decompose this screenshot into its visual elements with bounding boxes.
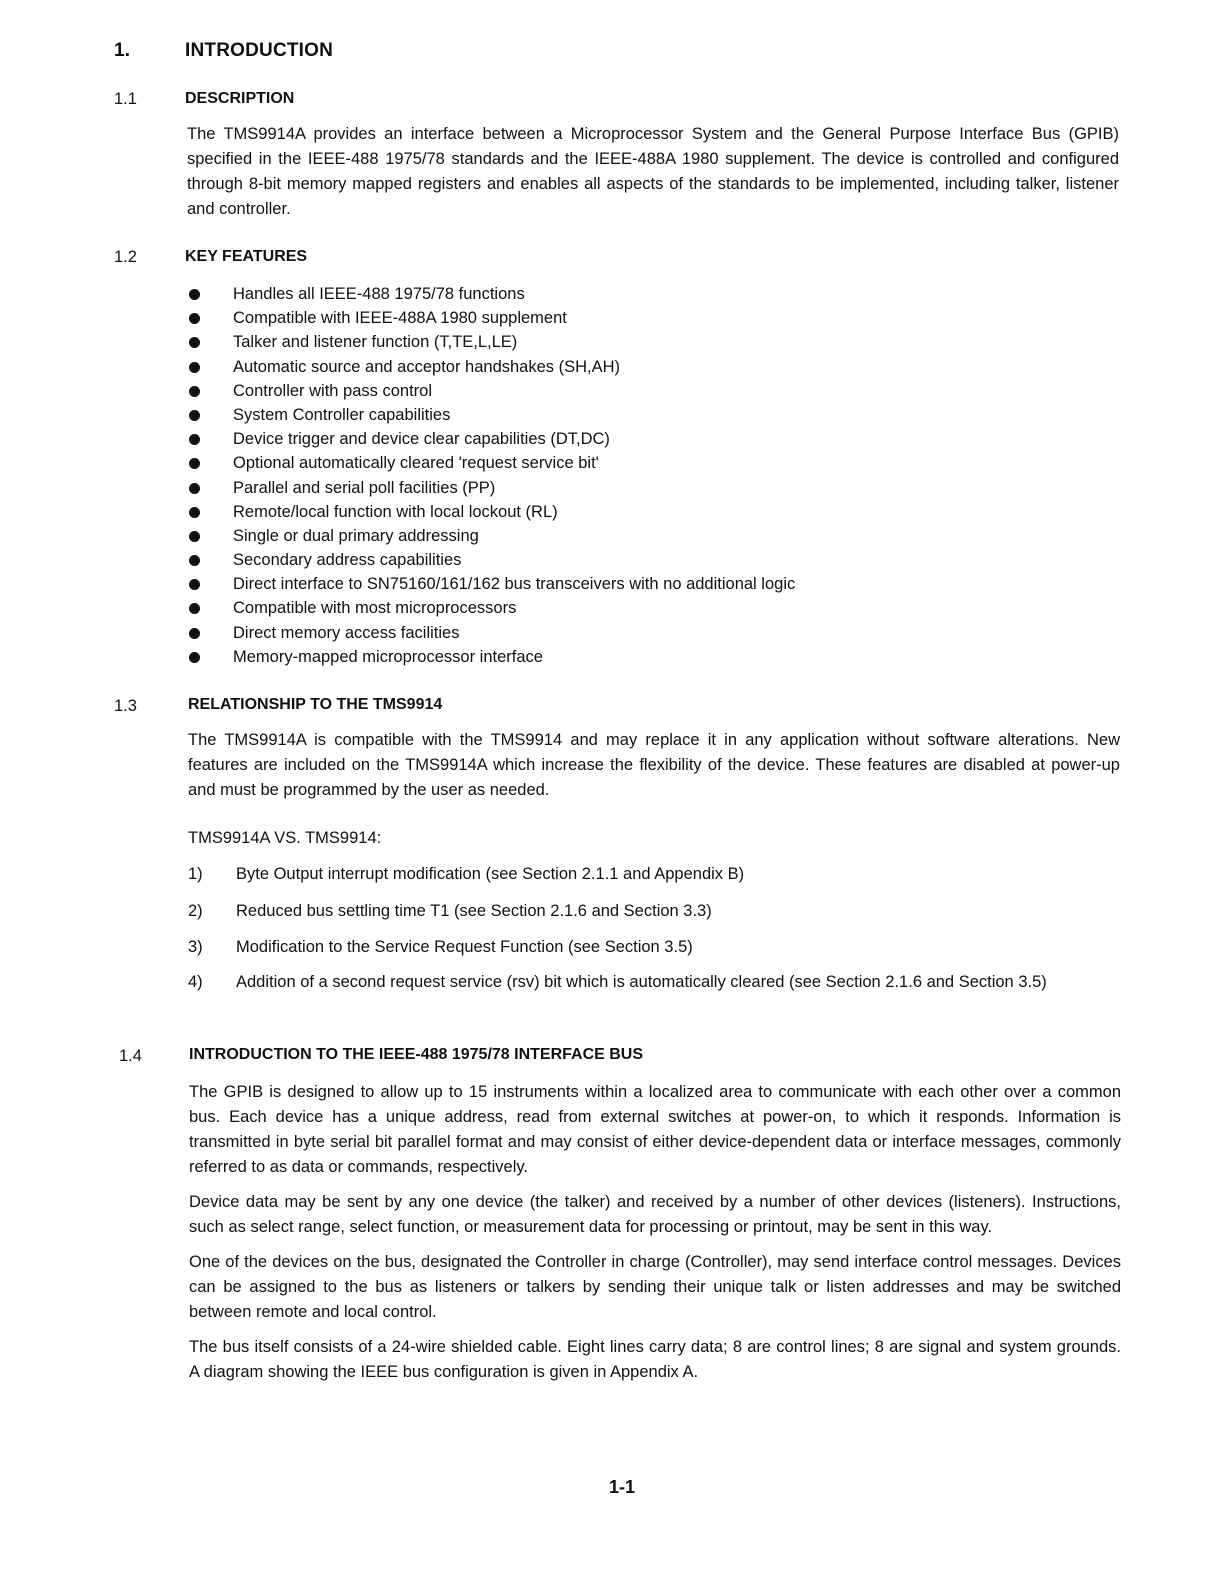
bullet-icon: [189, 483, 200, 494]
bullet-icon: [189, 362, 200, 373]
bullet-icon: [189, 652, 200, 663]
relationship-paragraph: The TMS9914A is compatible with the TMS9914 and may replace it in any application without software alterations. New features are included on the TMS9914A which increase the flexibility of the device. These features are disabled at power-up and must be programmed by the user as needed.: [188, 731, 1120, 799]
list-item: Controller with pass control: [0, 379, 1224, 403]
list-item: Talker and listener function (T,TE,L,LE): [0, 330, 1224, 354]
list-item: Parallel and serial poll facilities (PP): [0, 476, 1224, 500]
bullet-icon: [189, 603, 200, 614]
section-relationship: [0, 696, 1224, 803]
bullet-icon: [189, 289, 200, 300]
bullet-icon: [189, 555, 200, 566]
bullet-icon: [189, 313, 200, 324]
list-item: Compatible with most microprocessors: [0, 596, 1224, 620]
bullet-icon: [189, 507, 200, 518]
bullet-icon: [189, 434, 200, 445]
bullet-icon: [189, 410, 200, 421]
chapter-title: INTRODUCTION: [185, 40, 334, 61]
list-item: Device trigger and device clear capabilities (DT,DC): [0, 427, 1224, 451]
list-item: Automatic source and acceptor handshakes (SH,AH): [0, 355, 1224, 379]
section-number: 1.2: [114, 248, 137, 266]
section-heading: [0, 1046, 1224, 1068]
list-item: Handles all IEEE-488 1975/78 functions: [0, 282, 1224, 306]
bus-paragraph-4: The bus itself consists of a 24-wire shielded cable. Eight lines carry data; 8 are control lines; 8 are signal and system grounds. A diagram showing the IEEE bus configuration is given in Appendix A.: [189, 1338, 1121, 1381]
comparison-heading: TMS9914A VS. TMS9914:: [188, 829, 382, 847]
section-heading: [0, 90, 1224, 112]
chapter-number: 1.: [114, 40, 131, 61]
section-title: INTRODUCTION TO THE IEEE-488 1975/78 INTERFACE BUS: [189, 1046, 644, 1063]
bullet-icon: [189, 337, 200, 348]
section-heading: [0, 696, 1224, 718]
list-item: Secondary address capabilities: [0, 548, 1224, 572]
document-page: 1. INTRODUCTION 1.1 DESCRIPTION The TMS9914A provides an interface between a Microprocessor System and the General Purpose Interface Bus (GPIB) specified in the IEEE-488 1975/78 standards and the IEEE-488A 1980 supplement. The device is controlled and configured through 8-bit memory mapped registers and enables all aspects of the standards to be implemented, including talker, listener and controller. 1.2 KEY FEATURES Handles all IEEE-488 1975/78 functions Compatible with IEEE-488A 1980 supplement Talker and listener function (T,TE,L,LE) Automatic source and acceptor handshakes (SH,AH) Controller with pass control System Controller capabilities Device trigger and device clear capabilities (DT,DC) Optional automatically cleared 'request service bit' Parallel and serial poll facilities (PP) Remote/local function with local lockout (RL) Single or dual primary addressing Secondary address capabilities Direct interface to SN75160/161/162 bus transceivers with no additional logic Compatible with most microprocessors Direct memory access facilities Memory-mapped microprocessor interface 1.3 RELATIONSHIP TO THE TMS9914 The TMS9914A is compatible with the TMS9914 and may replace it in any application without software alterations. New features are included on the TMS9914A which increase the flexibility of the device. These features are disabled at power-up and must be programmed by the user as needed. TMS9914A VS. TMS9914: 1) Byte Output interrupt modification (see Section 2.1.1 and Appendix B) 2) Reduced bus settling time T1 (see Section 2.1.6 and Section 3.3) 3) Modification to the Service Request Function (see Section 3.5) 4) Addition of a second request service (rsv) bit which is automatically cleared (see Section 2.1.6 and Section 3.5) 1.4 INTRODUCTION TO THE IEEE-488 1975/78 INTERFACE BUS The GPIB is designed to allow up to 15 instruments within a localized area to communicate with each other over a common bus. Each device has a unique address, read from external switches at power-on, to which it responds. Information is transmitted in byte serial bit parallel format and may consist of either device-dependent data or interface messages, commonly referred to as data or commands, respectively. Device data may be sent by any one device (the talker) and received by a number of other devices (listeners). Instructions, such as select range, select function, or measurement data for processing or printout, may be sent in this way. One of the devices on the bus, designated the Controller in charge (Controller), may send interface control messages. Devices can be assigned to the bus as listeners or talkers by sending their unique talk or listen addresses and may be switched between remote and local control. The bus itself consists of a 24-wire shielded cable. Eight lines carry data; 8 are control lines; 8 are signal and system grounds. A diagram showing the IEEE bus configuration is given in Appendix A. 1-1: [0, 0, 1224, 1584]
section-number: 1.3: [114, 697, 137, 715]
list-item: Remote/local function with local lockout (RL): [0, 500, 1224, 524]
section-key-features: [0, 248, 1224, 270]
bullet-icon: [189, 579, 200, 590]
list-item: System Controller capabilities: [0, 403, 1224, 427]
bullet-icon: [189, 458, 200, 469]
list-item: Compatible with IEEE-488A 1980 supplement: [0, 306, 1224, 330]
section-number: 1.1: [114, 90, 137, 108]
section-heading: [0, 248, 1224, 270]
list-item: Direct interface to SN75160/161/162 bus transceivers with no additional logic: [0, 572, 1224, 596]
description-paragraph: The TMS9914A provides an interface between a Microprocessor System and the General Purpose Interface Bus (GPIB) specified in the IEEE-488 1975/78 standards and the IEEE-488A 1980 supplement. The device is controlled and configured through 8-bit memory mapped registers and enables all aspects of the standards to be implemented, including talker, listener and controller.: [187, 125, 1119, 218]
list-item: Direct memory access facilities: [0, 621, 1224, 645]
section-title: RELATIONSHIP TO THE TMS9914: [188, 696, 443, 713]
section-interface-bus: [0, 1046, 1224, 1385]
bus-paragraph-1: The GPIB is designed to allow up to 15 instruments within a localized area to communicate with each other over a common bus. Each device has a unique address, read from external switches at power-on, to which it responds. Information is transmitted in byte serial bit parallel format and may consist of either device-dependent data or interface messages, commonly referred to as data or commands, respectively.: [189, 1083, 1121, 1176]
list-item: Optional automatically cleared 'request service bit': [0, 451, 1224, 475]
bus-paragraph-2: Device data may be sent by any one device (the talker) and received by a number of other devices (listeners). Instructions, such as select range, select function, or measurement data for processing or printout, may be sent in this way.: [189, 1193, 1121, 1236]
feature-list: [0, 282, 1224, 669]
section-number: 1.4: [119, 1047, 142, 1065]
bullet-icon: [189, 386, 200, 397]
bullet-icon: [189, 628, 200, 639]
section-description: [0, 90, 1224, 222]
section-title: KEY FEATURES: [185, 248, 308, 265]
page-number: 1-1: [608, 1477, 635, 1497]
list-item: Single or dual primary addressing: [0, 524, 1224, 548]
list-item: Memory-mapped microprocessor interface: [0, 645, 1224, 669]
section-title: DESCRIPTION: [185, 90, 295, 107]
bus-paragraph-3: One of the devices on the bus, designated the Controller in charge (Controller), may send interface control messages. Devices can be assigned to the bus as listeners or talkers by sending their unique talk or listen addresses and may be switched between remote and local control.: [189, 1253, 1121, 1321]
bullet-icon: [189, 531, 200, 542]
